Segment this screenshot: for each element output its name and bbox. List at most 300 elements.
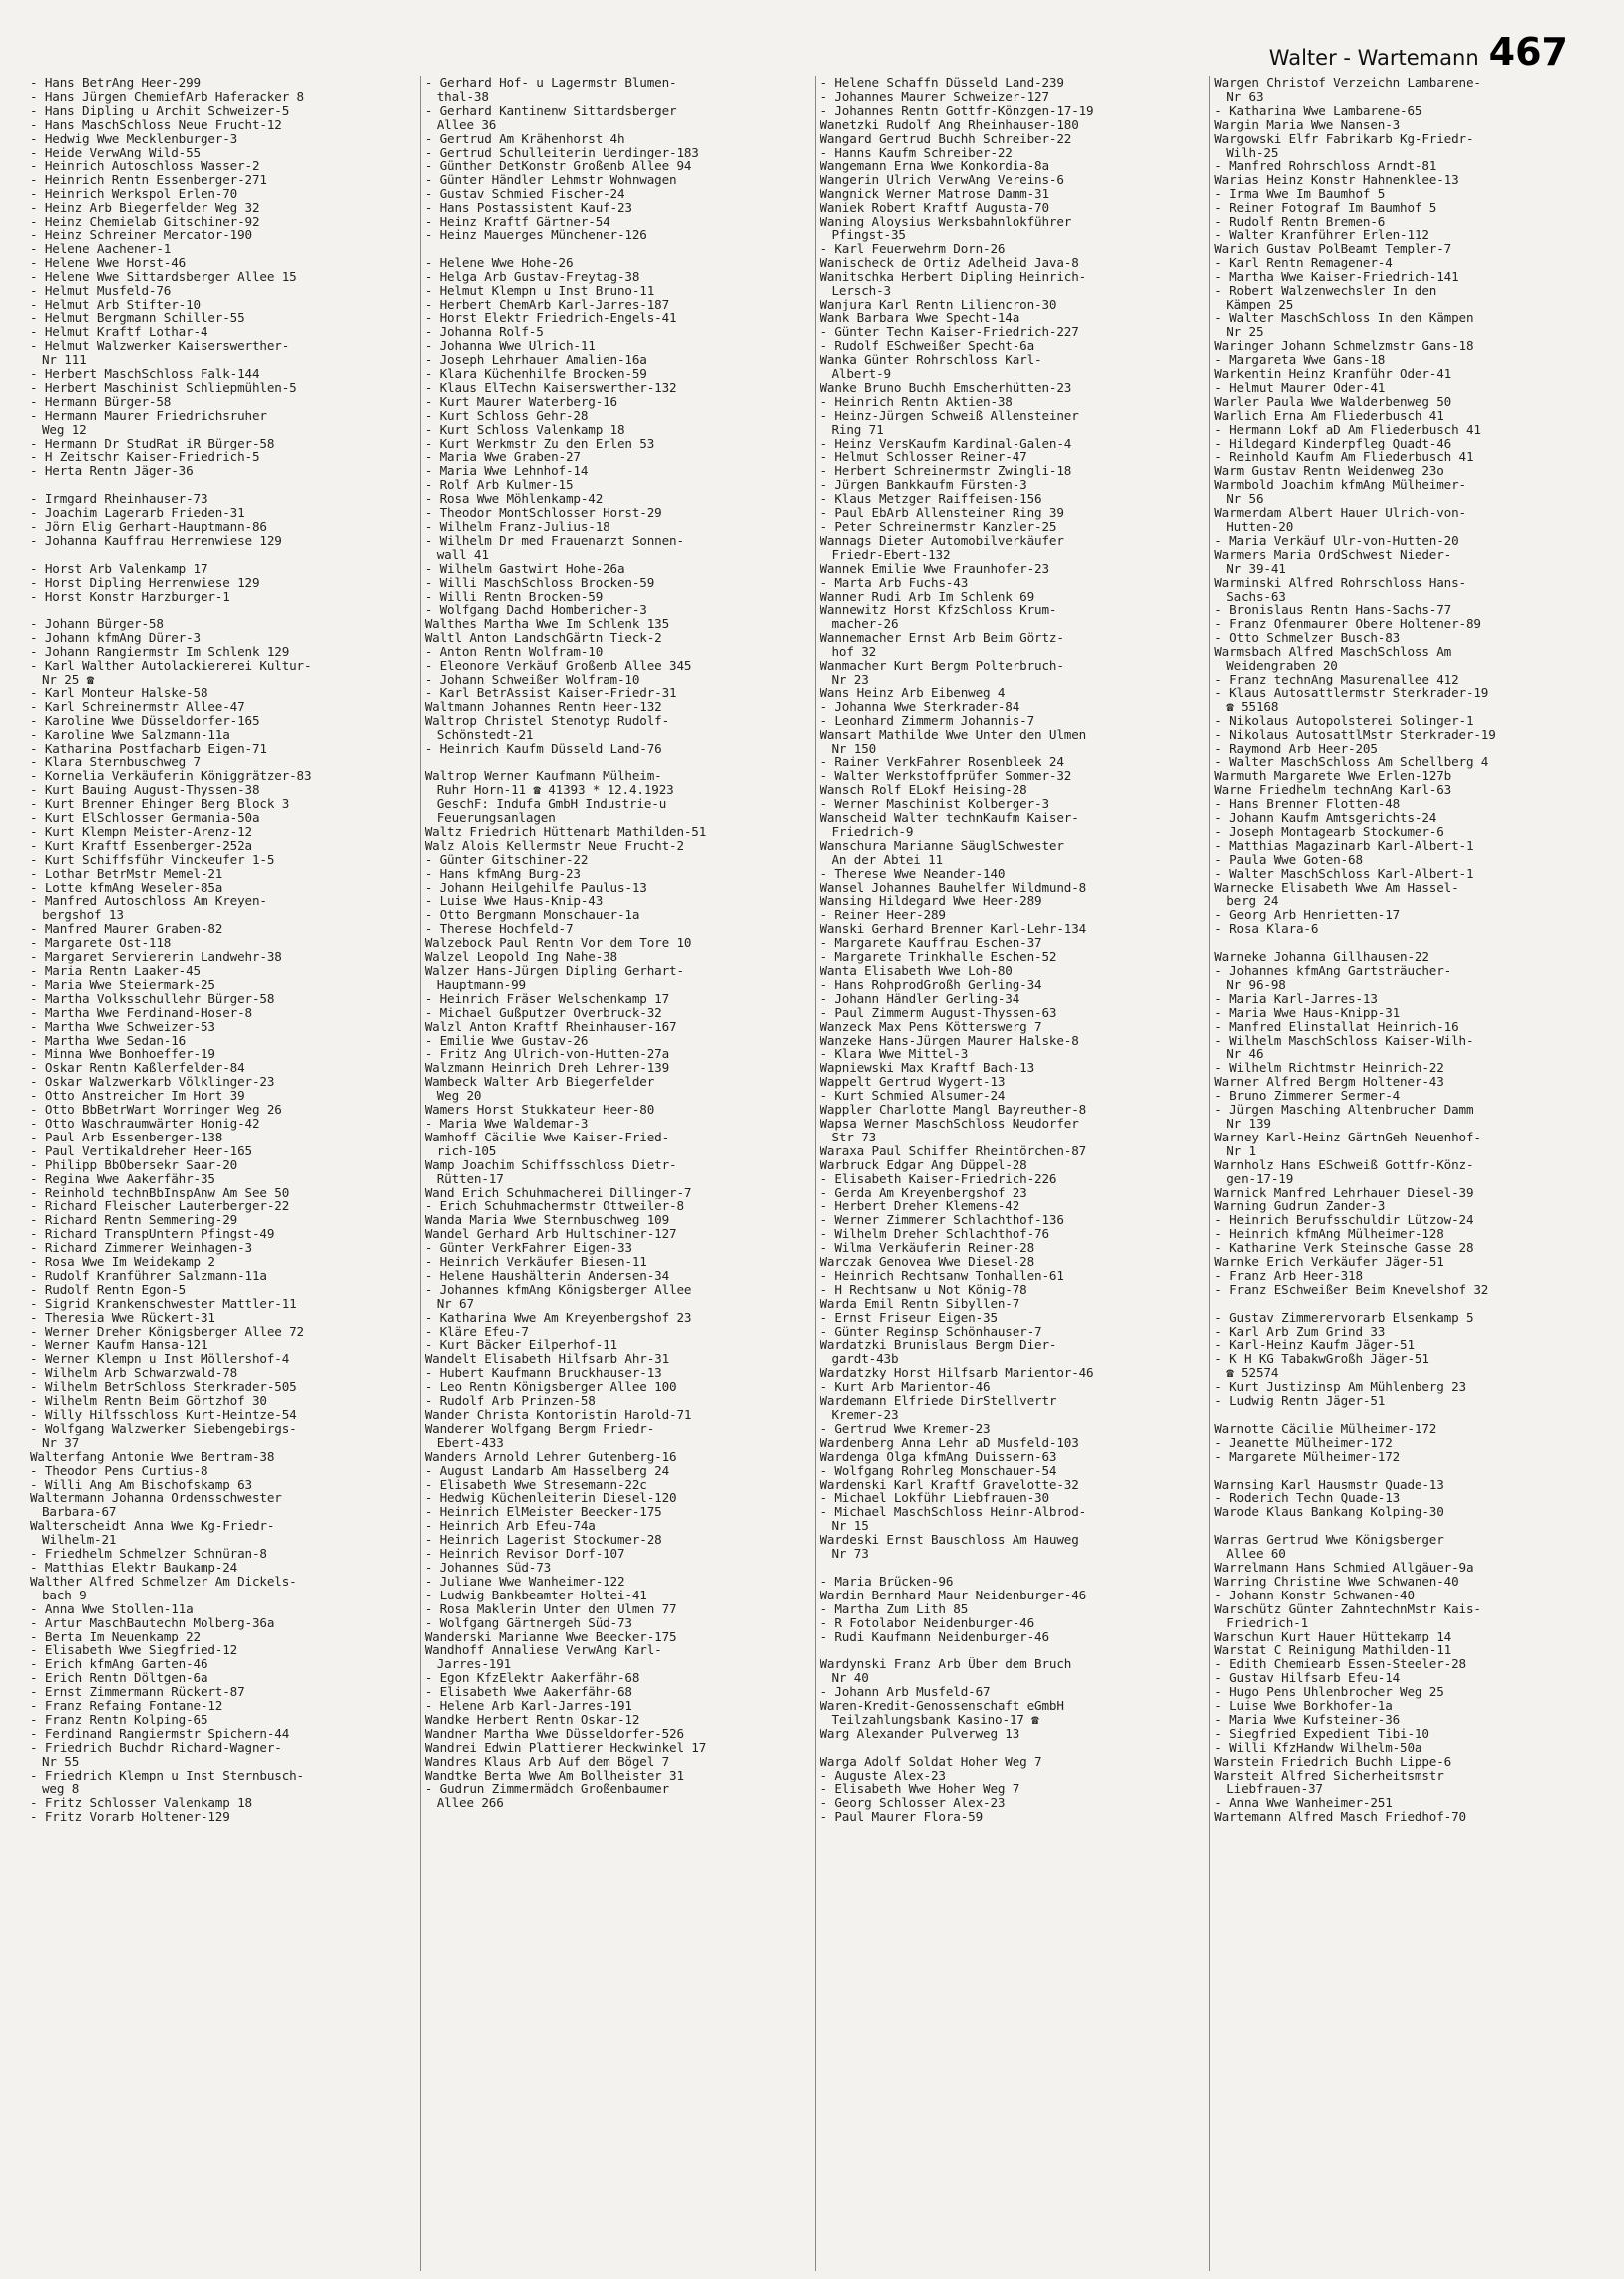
directory-entry: Wilhelm-21 (42, 1533, 117, 1548)
directory-entry: Weg 12 (42, 422, 87, 437)
directory-columns (30, 76, 1594, 2271)
directory-entry: Warner Alfred Bergm Holtener-43 (1214, 1075, 1444, 1090)
directory-entry: - Therese Wwe Neander-140 (819, 866, 1006, 881)
directory-entry: Waning Aloysius Werksbahnlokführer (819, 215, 1072, 228)
directory-entry: Nr 37 (42, 1435, 80, 1450)
directory-entry: - Margarete Trinkhalle Eschen-52 (819, 950, 1057, 964)
directory-entry: Waltrop Werner Kaufmann Mülheim- (424, 769, 662, 784)
directory-entry: - Günther DetKonstr Großenb Allee 94 (424, 159, 692, 174)
directory-entry: Warda Emil Rentn Sibyllen-7 (819, 1296, 1020, 1311)
directory-entry: Wanner Rudi Arb Im Schlenk 69 (819, 589, 1035, 604)
directory-entry: - Johannes Rentn Gottfr-Könzgen-17-19 (819, 103, 1094, 118)
directory-entry: Wardenga Olga kfmAng Duissern-63 (819, 1449, 1057, 1464)
directory-entry: - Paul Maurer Flora-59 (819, 1810, 984, 1825)
directory-entry: Wardatzky Horst Hilfsarb Marientor-46 (819, 1366, 1094, 1381)
directory-entry: Walzebock Paul Rentn Vor dem Tore 10 (424, 936, 692, 951)
directory-entry: - Kurt Schloss Gehr-28 (424, 408, 589, 423)
directory-entry: - Herbert Schreinermstr Zwingli-18 (819, 464, 1072, 479)
directory-entry: - Helmut Klempn u Inst Bruno-11 (424, 283, 655, 298)
directory-entry: - Klara Wwe Mittel-3 (819, 1047, 969, 1062)
directory-entry: Warnotte Cäcilie Mülheimer-172 (1214, 1421, 1437, 1436)
directory-entry: Str 73 (831, 1130, 877, 1144)
directory-entry: - Heinrich Kaufm Düsseld Land-76 (424, 741, 662, 756)
directory-entry: Albert-9 (831, 367, 891, 381)
directory-entry (1214, 1297, 1588, 1311)
directory-entry: - Richard TranspUntern Pfingst-49 (30, 1227, 275, 1242)
directory-entry: Walzl Anton Kraftf Rheinhauser-167 (424, 1019, 677, 1034)
directory-entry: - Helene Wwe Hohe-26 (424, 255, 574, 270)
directory-entry: Warmers Maria OrdSchwest Nieder- (1214, 547, 1452, 562)
directory-entry: - Rosa Wwe Möhlenkamp-42 (424, 492, 604, 507)
directory-entry (1214, 1408, 1588, 1422)
directory-entry: - Matthias Magazinarb Karl-Albert-1 (1214, 838, 1474, 853)
directory-entry: Wanka Günter Rohrschloss Karl- (819, 353, 1042, 368)
directory-entry: - Georg Arb Henrietten-17 (1214, 908, 1401, 923)
directory-entry: - Klara Küchenhilfe Brocken-59 (424, 367, 647, 381)
directory-entry: - Franz technAng Masurenallee 412 (1214, 672, 1459, 686)
directory-entry: Waraxa Paul Schiffer Rheintörchen-87 (819, 1143, 1087, 1158)
directory-entry: - Heinrich kfmAng Mülheimer-128 (1214, 1227, 1444, 1242)
directory-entry: - Helmut Kraftf Lothar-4 (30, 325, 208, 340)
directory-entry: - Herbert MaschSchloss Falk-144 (30, 367, 260, 381)
directory-entry: - Maria Wwe Kufsteiner-36 (1214, 1712, 1401, 1727)
directory-entry: - Martha Zum Lith 85 (819, 1601, 969, 1616)
directory-entry: - Reinhold technBbInspAnw Am See 50 (30, 1185, 290, 1200)
directory-entry: Wandres Klaus Arb Auf dem Bögel 7 (424, 1754, 670, 1769)
directory-entry: - Ludwig Bankbeamter Holtei-41 (424, 1588, 647, 1602)
directory-entry: - Artur MaschBautechn Molberg-36a (30, 1615, 275, 1630)
directory-entry: Wansch Rolf ELokf Heising-28 (819, 783, 1027, 798)
directory-entry: - Theodor Pens Curtius-8 (30, 1463, 208, 1478)
directory-entry: - Michael Gußputzer Overbruck-32 (424, 1005, 662, 1020)
directory-entry: - Wilhelm Arb Schwarzwald-78 (30, 1366, 238, 1381)
directory-entry: - Luise Wwe Haus-Knip-43 (424, 894, 604, 909)
directory-entry: - Ernst Zimmermann Rückert-87 (30, 1685, 245, 1700)
directory-entry: - Hermann Maurer Friedrichsruher (30, 408, 267, 423)
directory-entry: - Heinrich Revisor Dorf-107 (424, 1547, 625, 1561)
directory-entry: - Anna Wwe Wanheimer-251 (1214, 1796, 1393, 1811)
directory-entry: - Otto Anstreicher Im Hort 39 (30, 1089, 245, 1104)
directory-entry: - Franz Rentn Kolping-65 (30, 1712, 208, 1727)
directory-entry: - Hans kfmAng Burg-23 (424, 866, 581, 881)
column-4 (1209, 76, 1594, 2271)
directory-entry: - Raymond Arb Heer-205 (1214, 741, 1378, 756)
directory-entry: - Otto Bergmann Monschauer-1a (424, 908, 640, 923)
directory-entry: Walterfang Antonie Wwe Bertram-38 (30, 1449, 275, 1464)
directory-entry: Wanski Gerhard Brenner Karl-Lehr-134 (819, 922, 1087, 937)
directory-entry: - Hans Dipling u Archit Schweizer-5 (30, 103, 290, 118)
directory-entry: Wambeck Walter Arb Biegerfelder (424, 1075, 655, 1090)
directory-entry: - Bruno Zimmerer Sermer-4 (1214, 1089, 1401, 1104)
directory-entry: - Gustav Schmied Fischer-24 (424, 187, 625, 202)
directory-entry: - Minna Wwe Bonhoeffer-19 (30, 1047, 215, 1062)
directory-entry: - Kornelia Verkäuferin Königgrätzer-83 (30, 769, 312, 784)
directory-entry: - Wilhelm Gastwirt Hohe-26a (424, 561, 625, 576)
directory-entry: Wamhoff Cäcilie Wwe Kaiser-Fried- (424, 1130, 670, 1144)
directory-entry: - R Fotolabor Neidenburger-46 (819, 1615, 1035, 1630)
directory-entry: - Franz Arb Heer-318 (1214, 1268, 1363, 1283)
directory-entry: - Johann Konstr Schwanen-40 (1214, 1588, 1415, 1602)
directory-entry: - Wilhelm Richtmstr Heinrich-22 (1214, 1061, 1444, 1076)
directory-entry: Nr 73 (831, 1547, 869, 1561)
directory-entry: - Irmgard Rheinhauser-73 (30, 492, 208, 507)
directory-entry: - Fritz Vorarb Holtener-129 (30, 1810, 230, 1825)
directory-entry: Walz Alois Kellermstr Neue Frucht-2 (424, 838, 684, 853)
directory-entry: Warlich Erna Am Fliederbusch 41 (1214, 408, 1444, 423)
directory-entry: - Klaus Metzger Raiffeisen-156 (819, 492, 1042, 507)
directory-entry: - Karl-Heinz Kaufm Jäger-51 (1214, 1338, 1415, 1353)
directory-entry: Kremer-23 (831, 1408, 899, 1422)
directory-entry: - Rainer VerkFahrer Rosenbleek 24 (819, 755, 1064, 770)
directory-entry: Walterscheidt Anna Wwe Kg-Friedr- (30, 1519, 275, 1534)
directory-entry: - Otto BbBetrWart Worringer Weg 26 (30, 1103, 282, 1117)
directory-entry: - Reiner Heer-289 (819, 908, 946, 923)
directory-entry: - Hildegard Kinderpfleg Quadt-46 (1214, 436, 1452, 451)
directory-entry: - Juliane Wwe Wanheimer-122 (424, 1574, 625, 1589)
directory-entry: - Rosa Maklerin Unter den Ulmen 77 (424, 1601, 677, 1616)
directory-entry: - Herbert ChemArb Karl-Jarres-187 (424, 297, 670, 312)
directory-entry: Ebert-433 (436, 1435, 504, 1450)
directory-entry: Wanta Elisabeth Wwe Loh-80 (819, 964, 1013, 978)
directory-entry: Nr 25 ☎ (42, 672, 95, 686)
directory-entry: Warich Gustav PolBeamt Templer-7 (1214, 241, 1452, 256)
directory-entry: Teilzahlungsbank Kasino-17 ☎ (831, 1712, 1039, 1727)
directory-entry: - Robert Walzenwechsler In den (1214, 283, 1437, 298)
directory-entry: Wangnick Werner Matrose Damm-31 (819, 187, 1049, 202)
directory-entry: Nr 55 (42, 1754, 80, 1769)
directory-entry: - Heinrich Verkäufer Biesen-11 (424, 1255, 647, 1269)
directory-entry: - Karl Schreinermstr Allee-47 (30, 699, 245, 714)
directory-entry: - Werner Kaufm Hansa-121 (30, 1338, 208, 1353)
directory-entry: Wangerin Ulrich VerwAng Vereins-6 (819, 173, 1064, 188)
directory-entry: - Kurt Klempn Meister-Arenz-12 (30, 824, 252, 839)
directory-entry: - Katharina Wwe Lambarene-65 (1214, 103, 1422, 118)
directory-entry: - Willi Rentn Brocken-59 (424, 589, 604, 604)
directory-entry: - Heide VerwAng Wild-55 (30, 145, 201, 160)
directory-entry: - Erich kfmAng Garten-46 (30, 1657, 208, 1672)
directory-entry: - Fritz Ang Ulrich-von-Hutten-27a (424, 1047, 670, 1062)
directory-entry: - Matthias Elektr Baukamp-24 (30, 1560, 238, 1575)
directory-entry: - Heinrich Fräser Welschenkamp 17 (424, 991, 670, 1006)
directory-entry: Wanscheid Walter technKaufm Kaiser- (819, 811, 1079, 825)
directory-entry: - Gertrud Am Krähenhorst 4h (424, 131, 625, 146)
directory-entry: - K H KG TabakwGroßh Jäger-51 (1214, 1352, 1429, 1367)
directory-entry: - Jürgen Masching Altenbrucher Damm (1214, 1103, 1474, 1117)
directory-entry: - Elisabeth Wwe Siegfried-12 (30, 1643, 238, 1658)
directory-entry: - Paul EbArb Allensteiner Ring 39 (819, 506, 1064, 520)
directory-entry: - Werner Zimmerer Schlachthof-136 (819, 1213, 1064, 1228)
directory-entry: Wardemann Elfriede DirStellvertr (819, 1394, 1057, 1408)
directory-entry: Warning Gudrun Zander-3 (1214, 1199, 1386, 1214)
directory-entry: - Rudolf Arb Prinzen-58 (424, 1394, 596, 1408)
directory-entry: - Karoline Wwe Düsseldorfer-165 (30, 713, 260, 728)
directory-entry: - Kurt Arb Marientor-46 (819, 1380, 991, 1395)
directory-entry: - Helene Wwe Horst-46 (30, 255, 187, 270)
directory-entry: Warnecke Elisabeth Wwe Am Hassel- (1214, 880, 1459, 895)
directory-entry: - Martha Wwe Sedan-16 (30, 1033, 187, 1048)
directory-entry: Warnick Manfred Lehrhauer Diesel-39 (1214, 1185, 1474, 1200)
directory-entry: - Manfred Maurer Graben-82 (30, 922, 223, 937)
directory-entry: Wannek Emilie Wwe Fraunhofer-23 (819, 561, 1049, 576)
directory-entry: - Heinz Kraftf Gärtner-54 (424, 215, 610, 228)
directory-entry: Allee 60 (1226, 1547, 1286, 1561)
directory-entry: Warstat C Reinigung Mathilden-11 (1214, 1643, 1452, 1658)
directory-entry: Wanschura Marianne SäuglSchwester (819, 838, 1064, 853)
directory-entry: - Günter Reginsp Schönhauser-7 (819, 1324, 1042, 1339)
directory-entry: hof 32 (831, 645, 877, 660)
directory-entry: Wartemann Alfred Masch Friedhof-70 (1214, 1810, 1466, 1825)
directory-entry: - Jürgen Bankkaufm Fürsten-3 (819, 478, 1027, 493)
directory-entry: - Oskar Walzwerkarb Völklinger-23 (30, 1075, 275, 1090)
directory-entry: - Hans BetrAng Heer-299 (30, 76, 201, 90)
directory-entry: - Heinrich Berufsschuldir Lützow-24 (1214, 1213, 1474, 1228)
directory-entry: - Oskar Rentn Kaßlerfelder-84 (30, 1061, 245, 1076)
directory-entry: - Hans Postassistent Kauf-23 (424, 201, 632, 216)
directory-entry: - Günter Händler Lehmstr Wohnwagen (424, 173, 677, 188)
directory-entry: - Johann Rangiermstr Im Schlenk 129 (30, 645, 290, 660)
directory-entry: Warnsing Karl Hausmstr Quade-13 (1214, 1477, 1444, 1492)
directory-entry: - Otto Schmelzer Busch-83 (1214, 631, 1401, 646)
directory-entry: - Wilhelm Dr med Frauenarzt Sonnen- (424, 533, 684, 548)
directory-entry: - Eleonore Verkäuf Großenb Allee 345 (424, 659, 692, 673)
directory-entry: - Kurt Schiffsführ Vinckeufer 1-5 (30, 852, 275, 867)
directory-entry (1214, 936, 1588, 950)
directory-entry: Waren-Kredit-Genossenschaft eGmbH (819, 1699, 1064, 1713)
directory-entry (1214, 1464, 1588, 1478)
directory-entry: - Wilhelm Franz-Julius-18 (424, 520, 610, 534)
directory-entry: Wanda Maria Wwe Sternbuschweg 109 (424, 1213, 670, 1228)
directory-entry: Nr 15 (831, 1519, 869, 1534)
directory-entry: - Helene Aachener-1 (30, 241, 172, 256)
directory-entry: - Gerhard Kantinenw Sittardsberger (424, 103, 677, 118)
directory-entry: - Wolfgang Gärtnergeh Süd-73 (424, 1615, 632, 1630)
directory-entry: - Jörn Elig Gerhart-Hauptmann-86 (30, 520, 267, 534)
directory-entry: - Horst Dipling Herrenwiese 129 (30, 575, 260, 590)
directory-entry: - Hermann Bürger-58 (30, 394, 172, 409)
directory-entry: - Wilhelm Dreher Schlachthof-76 (819, 1227, 1049, 1242)
directory-entry: - Gertrud Schulleiterin Uerdinger-183 (424, 145, 699, 160)
directory-entry (30, 548, 404, 562)
directory-entry: - Maria Wwe Waldemar-3 (424, 1116, 589, 1131)
directory-entry: - Franz Refaing Fontane-12 (30, 1699, 223, 1713)
directory-entry: Wardenski Karl Kraftf Gravelotte-32 (819, 1477, 1079, 1492)
directory-entry: - Ernst Friseur Eigen-35 (819, 1310, 998, 1325)
directory-entry: - Joseph Montagearb Stockumer-6 (1214, 824, 1444, 839)
directory-entry: Nr 63 (1226, 89, 1264, 104)
directory-entry: Warnke Erich Verkäufer Jäger-51 (1214, 1255, 1444, 1269)
directory-entry: - Hans Brenner Flotten-48 (1214, 797, 1401, 812)
directory-entry: - Egon KfzElektr Aakerfähr-68 (424, 1671, 640, 1686)
directory-entry: - Heinz VersKaufm Kardinal-Galen-4 (819, 436, 1072, 451)
directory-entry: - Ludwig Rentn Jäger-51 (1214, 1394, 1386, 1408)
directory-entry: Wandelt Elisabeth Hilfsarb Ahr-31 (424, 1352, 670, 1367)
directory-entry: - Helmut Musfeld-76 (30, 283, 172, 298)
directory-entry: - Irma Wwe Im Baumhof 5 (1214, 187, 1386, 202)
directory-entry: Wanzeck Max Pens Kötterswerg 7 (819, 1019, 1042, 1034)
directory-entry: - Jeanette Mülheimer-172 (1214, 1435, 1393, 1450)
directory-entry: - Kurt Brenner Ehinger Berg Block 3 (30, 797, 290, 812)
directory-entry: - Karl Walther Autolackiererei Kultur- (30, 659, 312, 673)
directory-entry: - Rudolf Rentn Bremen-6 (1214, 215, 1386, 228)
directory-entry: - Anton Rentn Wolfram-10 (424, 645, 604, 660)
directory-entry: - Roderich Techn Quade-13 (1214, 1491, 1401, 1506)
page-header (1269, 30, 1568, 74)
directory-entry: GeschF: Indufa GmbH Industrie-u (436, 797, 667, 812)
directory-entry: - Heinrich ElMeister Beecker-175 (424, 1505, 662, 1520)
directory-entry: - Heinrich Lagerist Stockumer-28 (424, 1533, 662, 1548)
directory-entry: - Klara Sternbuschweg 7 (30, 755, 201, 770)
directory-entry: Warschun Kurt Hauer Hüttekamp 14 (1214, 1629, 1452, 1644)
directory-entry: Warias Heinz Konstr Hahnenklee-13 (1214, 173, 1459, 188)
directory-entry: Nr 67 (436, 1296, 474, 1311)
directory-entry: - Hanns Kaufm Schreiber-22 (819, 145, 1013, 160)
directory-entry: - Helmut Arb Stifter-10 (30, 297, 201, 312)
directory-entry: wall 41 (436, 547, 489, 562)
directory-entry: Wardeski Ernst Bauschloss Am Hauweg (819, 1533, 1079, 1548)
directory-entry: - Wilhelm MaschSchloss Kaiser-Wilh- (1214, 1033, 1474, 1048)
column-3 (815, 76, 1200, 2271)
directory-entry: Nr 40 (831, 1671, 869, 1686)
directory-entry: - Edith Chemiearb Essen-Steeler-28 (1214, 1657, 1466, 1672)
directory-entry: - Herbert Dreher Klemens-42 (819, 1199, 1020, 1214)
directory-entry: weg 8 (42, 1782, 80, 1797)
directory-entry: Warmsbach Alfred MaschSchloss Am (1214, 645, 1452, 660)
directory-entry: - Johannes Maurer Schweizer-127 (819, 89, 1049, 104)
directory-entry: Allee 266 (436, 1796, 504, 1811)
directory-entry: - Helene Schaffn Düsseld Land-239 (819, 76, 1064, 90)
directory-entry: - Helmut Maurer Oder-41 (1214, 380, 1386, 395)
directory-entry: - Klaus ElTechn Kaiserswerther-132 (424, 380, 677, 395)
directory-entry: - Heinz Arb Biegerfelder Weg 32 (30, 201, 260, 216)
directory-entry: Friedr-Ebert-132 (831, 547, 951, 562)
directory-entry: - Gudrun Zimmermädch Großenbaumer (424, 1782, 670, 1797)
directory-entry: - Kurt Werkmstr Zu den Erlen 53 (424, 436, 655, 451)
directory-entry: - Helmut Schlosser Reiner-47 (819, 450, 1027, 465)
directory-entry: - Maria Wwe Graben-27 (424, 450, 581, 465)
directory-entry: - Heinrich Werkspol Erlen-70 (30, 187, 238, 202)
directory-entry: Waltl Anton LandschGärtn Tieck-2 (424, 631, 662, 646)
directory-entry (425, 755, 799, 769)
directory-entry: gen-17-19 (1226, 1171, 1294, 1186)
directory-entry: Sachs-63 (1226, 589, 1286, 604)
directory-entry: - Leonhard Zimmerm Johannis-7 (819, 713, 1035, 728)
directory-entry: - Heinrich Rechtsanw Tonhallen-61 (819, 1268, 1064, 1283)
directory-entry: - Michael MaschSchloss Heinr-Albrod- (819, 1505, 1087, 1520)
directory-entry: - Regina Wwe Aakerfähr-35 (30, 1171, 215, 1186)
directory-entry: - Margarete Mülheimer-172 (1214, 1449, 1401, 1464)
directory-entry: - Martha Volksschullehr Bürger-58 (30, 991, 275, 1006)
directory-entry: - Joachim Lagerarb Frieden-31 (30, 506, 245, 520)
directory-entry: - Hugo Pens Uhlenbrocher Weg 25 (1214, 1685, 1444, 1700)
running-head-names: Walter - Wartemann (1268, 46, 1479, 70)
directory-entry: Warga Adolf Soldat Hoher Weg 7 (819, 1754, 1042, 1769)
directory-entry: Hutten-20 (1226, 520, 1294, 534)
directory-entry: - Heinz Chemielab Gitschiner-92 (30, 215, 260, 228)
directory-entry: - Martha Wwe Schweizer-53 (30, 1019, 215, 1034)
directory-entry: Nr 23 (831, 672, 869, 686)
directory-entry: - Maria Karl-Jarres-13 (1214, 991, 1378, 1006)
directory-entry: - Hedwig Wwe Mecklenburger-3 (30, 131, 238, 146)
directory-entry: - Helmut Bergmann Schiller-55 (30, 311, 245, 326)
directory-entry: - Willy Hilfsschloss Kurt-Heintze-54 (30, 1408, 297, 1422)
directory-entry: - Luise Wwe Borkhofer-1a (1214, 1699, 1393, 1713)
directory-entry: - Johann Arb Musfeld-67 (819, 1685, 991, 1700)
directory-entry: - Willi MaschSchloss Brocken-59 (424, 575, 655, 590)
directory-entry: - Johanna Wwe Sterkrader-84 (819, 699, 1020, 714)
directory-entry: - Sigrid Krankenschwester Mattler-11 (30, 1296, 297, 1311)
directory-entry: Ruhr Horn-11 ☎ 41393 * 12.4.1923 (436, 783, 674, 798)
directory-entry: Warg Alexander Pulverweg 13 (819, 1726, 1020, 1741)
directory-entry: - Paul Vertikaldreher Heer-165 (30, 1143, 252, 1158)
directory-entry: - H Rechtsanw u Not König-78 (819, 1282, 1027, 1297)
directory-entry: Nr 46 (1226, 1047, 1264, 1062)
directory-entry: rich-105 (436, 1143, 497, 1158)
directory-entry: Wardatzki Brunislaus Bergm Dier- (819, 1338, 1057, 1353)
directory-entry: - Theodor MontSchlosser Horst-29 (424, 506, 662, 520)
directory-entry: Warschütz Günter ZahntechnMstr Kais- (1214, 1601, 1481, 1616)
directory-entry: Walzel Leopold Ing Nahe-38 (424, 950, 617, 964)
directory-entry: - Hermann Lokf aD Am Fliederbusch 41 (1214, 422, 1481, 437)
directory-entry: - Johann Kaufm Amtsgerichts-24 (1214, 811, 1437, 825)
directory-entry: - Anna Wwe Stollen-11a (30, 1601, 194, 1616)
directory-entry: Warney Karl-Heinz GärtnGeh Neuenhof- (1214, 1130, 1481, 1144)
directory-entry: - Reinhold Kaufm Am Fliederbusch 41 (1214, 450, 1474, 465)
directory-entry: Wargowski Elfr Fabrikarb Kg-Friedr- (1214, 131, 1474, 146)
directory-entry: - Berta Im Neuenkamp 22 (30, 1629, 201, 1644)
directory-entry: Nr 96-98 (1226, 977, 1286, 992)
directory-entry: - Hans MaschSchloss Neue Frucht-12 (30, 117, 282, 132)
directory-entry: - Lothar BetrMstr Memel-21 (30, 866, 223, 881)
directory-entry (30, 478, 404, 492)
directory-entry: - Walter MaschSchloss In den Kämpen (1214, 311, 1474, 326)
directory-entry: - Helene Arb Karl-Jarres-191 (424, 1699, 632, 1713)
directory-entry: - Manfred Elinstallat Heinrich-16 (1214, 1019, 1459, 1034)
directory-entry: - Ferdinand Rangiermstr Spichern-44 (30, 1726, 290, 1741)
directory-entry: Wangemann Erna Wwe Konkordia-8a (819, 159, 1049, 174)
directory-entry: ☎ 52574 (1226, 1366, 1279, 1381)
directory-entry: - Günter Gitschiner-22 (424, 852, 589, 867)
directory-entry: Pfingst-35 (831, 228, 906, 242)
directory-entry: Wappelt Gertrud Wygert-13 (819, 1075, 1006, 1090)
directory-entry: Wanjura Karl Rentn Liliencron-30 (819, 297, 1057, 312)
directory-entry: Wannags Dieter Automobilverkäufer (819, 533, 1064, 548)
directory-entry: - Wolfgang Dachd Hombericher-3 (424, 603, 647, 618)
directory-entry: Nr 39-41 (1226, 561, 1286, 576)
directory-entry (820, 1561, 1194, 1575)
directory-entry: Nr 139 (1226, 1116, 1271, 1131)
directory-entry: - Wilhelm BetrSchloss Sterkrader-505 (30, 1380, 297, 1395)
directory-entry: Liebfrauen-37 (1226, 1782, 1323, 1797)
directory-entry: Wand Erich Schuhmacherei Dillinger-7 (424, 1185, 692, 1200)
directory-entry: - Katharine Verk Steinsche Gasse 28 (1214, 1241, 1474, 1256)
directory-entry: - Hans Jürgen ChemiefArb Haferacker 8 (30, 89, 304, 104)
directory-entry: - Rolf Arb Kulmer-15 (424, 478, 574, 493)
column-2 (420, 76, 805, 2271)
directory-entry: gardt-43b (831, 1352, 899, 1367)
directory-entry: - Walter Werkstoffprüfer Sommer-32 (819, 769, 1072, 784)
directory-entry: Warkentin Heinz Kranführ Oder-41 (1214, 367, 1452, 381)
directory-entry: Wamers Horst Stukkateur Heer-80 (424, 1103, 655, 1117)
directory-entry: - Hubert Kaufmann Bruckhauser-13 (424, 1366, 662, 1381)
directory-entry: Warrelmann Hans Schmied Allgäuer-9a (1214, 1560, 1474, 1575)
directory-entry: - Paul Arb Essenberger-138 (30, 1130, 223, 1144)
directory-entry: - Heinz-Jürgen Schweiß Allensteiner (819, 408, 1079, 423)
directory-entry: - Joseph Lehrhauer Amalien-16a (424, 353, 647, 368)
directory-entry: Wilh-25 (1226, 145, 1279, 160)
directory-entry: - Auguste Alex-23 (819, 1768, 946, 1783)
directory-entry: Nr 111 (42, 353, 87, 368)
directory-entry: macher-26 (831, 617, 899, 632)
